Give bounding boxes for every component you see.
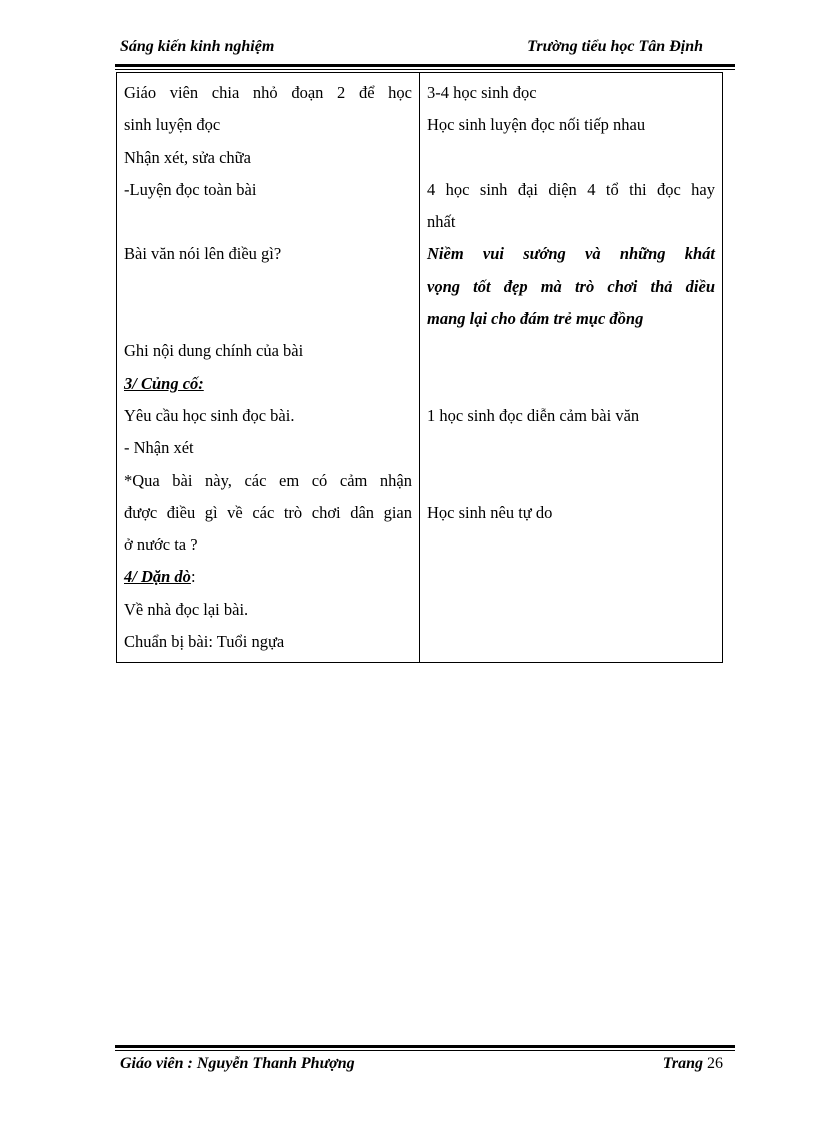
student-line [427,368,715,400]
page-footer [115,1055,735,1079]
teacher-line: - Nhận xét [124,438,194,458]
teacher-line: -Luyện đọc toàn bài [124,179,257,199]
section-heading-homework: 4/ Dặn dò: [124,567,196,587]
teacher-line [124,303,412,335]
student-line [427,335,715,367]
teacher-line: Về nhà đọc lại bài. [124,599,249,619]
teacher-line [124,271,412,303]
teacher-line: được điều gì về các trò chơi dân gian [124,502,412,522]
page-header [115,36,735,60]
student-line: Học sinh nêu tự do [427,502,553,522]
footer-page-indicator [663,1055,723,1073]
student-line: 1 học sinh đọc diễn cảm bài văn [427,405,640,425]
student-line [427,561,715,593]
teacher-line: Bài văn nói lên điều gì? [124,244,282,264]
teacher-line: Nhận xét, sửa chữa [124,147,251,167]
student-line: Học sinh luyện đọc nối tiếp nhau [427,115,646,135]
teacher-activity-cell [117,73,420,663]
student-line [427,594,715,626]
footer-teacher-name: Giáo viên : Nguyễn Thanh Phượng [120,1055,355,1072]
footer-page-label: Trang [662,1055,703,1072]
footer-page-number: 26 [707,1055,723,1072]
footer-rule-thick [115,1045,735,1048]
student-line [427,142,715,174]
student-line: 3-4 học sinh đọc [427,83,537,102]
student-activity-cell [420,73,723,663]
header-school-name: Trường tiểu học Tân Định [527,38,703,55]
student-line [427,626,715,658]
student-line: 4 học sinh đại diện 4 tổ thi đọc hay [427,179,715,199]
header-document-type: Sáng kiến kinh nghiệm [120,38,275,55]
teacher-line: ở nước ta ? [124,535,198,555]
section-heading-consolidation: 3/ Củng cố: [124,373,204,393]
teacher-line: Chuẩn bị bài: Tuổi ngựa [124,632,285,652]
table-row [117,73,723,663]
teacher-line: Yêu cầu học sinh đọc bài. [124,405,295,425]
teacher-line: sinh luyện đọc [124,115,221,135]
lesson-table [116,72,723,663]
teacher-line: Giáo viên chia nhỏ đoạn 2 để học [124,83,412,102]
lesson-main-idea-line: mang lại cho đám trẻ mục đồng [427,309,644,329]
lesson-main-idea-line: vọng tốt đẹp mà trò chơi thả diều [427,276,715,296]
student-line [427,529,715,561]
student-line [427,465,715,497]
lesson-main-idea-line: Niềm vui sướng và những khát [427,244,715,264]
student-line: nhất [427,212,456,232]
footer-rule-thin [115,1050,735,1051]
teacher-line: *Qua bài này, các em có cảm nhận [124,470,412,490]
header-rule-thin [115,69,735,70]
student-line [427,432,715,464]
teacher-line [124,206,412,238]
homework-heading-text: 4/ Dặn dò [124,567,191,587]
teacher-line: Ghi nội dung chính của bài [124,341,304,361]
header-rule-thick [115,64,735,67]
